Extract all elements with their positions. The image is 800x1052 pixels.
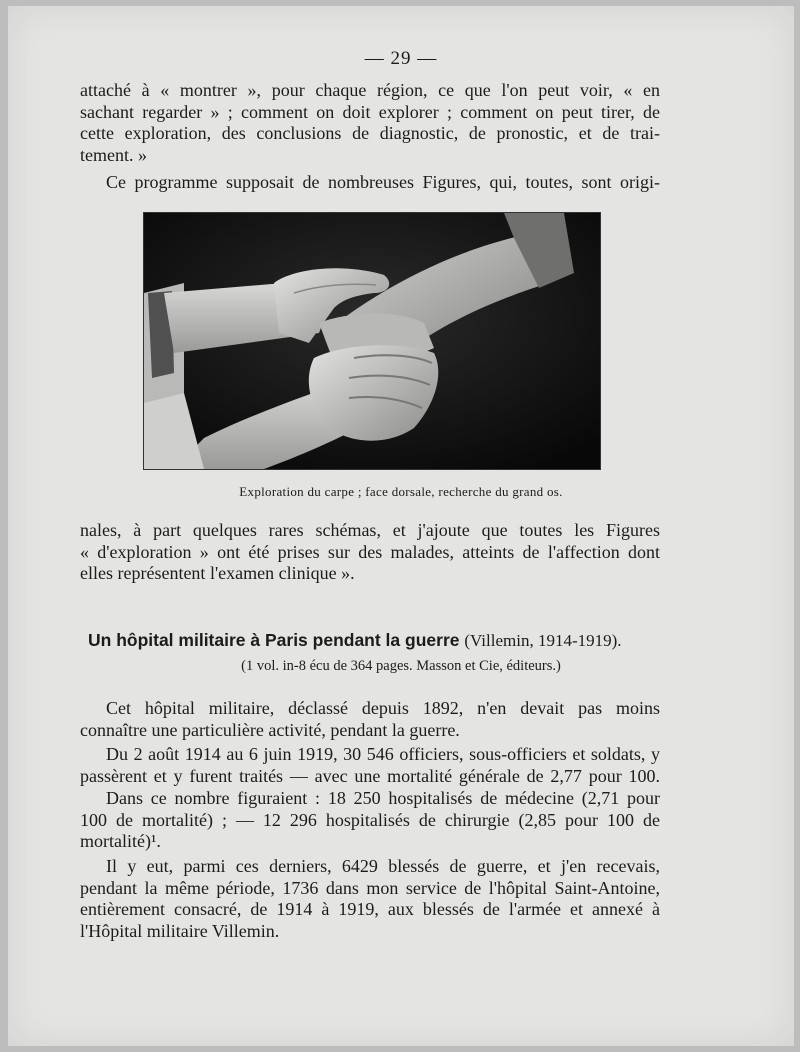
- text-line: passèrent et y furent traités — avec une mortalité générale de 2,77 pour 100.: [80, 765, 660, 786]
- hand-examination-photo: [144, 213, 600, 469]
- text-line: elles représentent l'examen clinique ».: [80, 563, 355, 583]
- text-line: attaché à « montrer », pour chaque région, ce que l'on peut voir, « en: [80, 80, 660, 100]
- paragraph-2: [80, 172, 660, 194]
- text-line: cette exploration, des conclusions de diagnostic, de pronostic, et de trai-: [80, 123, 660, 143]
- paragraph-3: [80, 520, 660, 585]
- text-line: « d'exploration » ont été prises sur des malades, atteints de l'affection dont: [80, 541, 660, 562]
- text-line: entièrement consacré, de 1914 à 1919, aux blessés de l'armée et annexé à: [80, 899, 660, 919]
- text-line: tement. »: [80, 144, 147, 165]
- text-line: Du 2 août 1914 au 6 juin 1919, 30 546 officiers, sous-officiers et soldats, y: [106, 744, 660, 764]
- page-number: — 29 —: [364, 48, 438, 69]
- section-heading: [88, 630, 728, 651]
- paragraph-6: [80, 788, 660, 853]
- clinical-photograph: [143, 212, 601, 470]
- paragraph-1: [80, 80, 660, 166]
- text-line: Il y eut, parmi ces derniers, 6429 blessés de guerre, et j'en recevais,: [106, 856, 660, 876]
- paragraph-4: [80, 698, 660, 741]
- text-line: 100 de mortalité) ; — 12 296 hospitalisés de chirurgie (2,85 pour 100 de: [80, 809, 660, 830]
- paragraph-7: [80, 856, 660, 942]
- section-subtitle: (1 vol. in-8 écu de 364 pages. Masson et Cie, éditeurs.): [241, 658, 561, 674]
- text-line: Ce programme supposait de nombreuses Figures, qui, toutes, sont origi-: [106, 172, 660, 192]
- book-page: [8, 6, 794, 1046]
- text-line: connaître une particulière activité, pendant la guerre.: [80, 719, 460, 740]
- text-line: Cet hôpital militaire, déclassé depuis 1892, n'en devait pas moins: [106, 698, 660, 718]
- text-line: pendant la même période, 1736 dans mon service de l'hôpital Saint-Antoine,: [80, 877, 660, 898]
- figure-caption: Exploration du carpe ; face dorsale, recherche du grand os.: [239, 484, 563, 499]
- paragraph-5: [80, 744, 660, 787]
- text-line: sachant regarder » ; comment on doit explorer ; comment on peut tirer, de: [80, 101, 660, 122]
- text-line: mortalité)¹.: [80, 831, 161, 851]
- text-line: nales, à part quelques rares schémas, et j'ajoute que toutes les Figures: [80, 520, 660, 540]
- section-meta: (Villemin, 1914-1919).: [464, 631, 622, 650]
- section-title: Un hôpital militaire à Paris pendant la guerre: [88, 630, 460, 650]
- text-line: Dans ce nombre figuraient : 18 250 hospitalisés de médecine (2,71 pour: [106, 788, 660, 808]
- text-line: l'Hôpital militaire Villemin.: [80, 920, 280, 941]
